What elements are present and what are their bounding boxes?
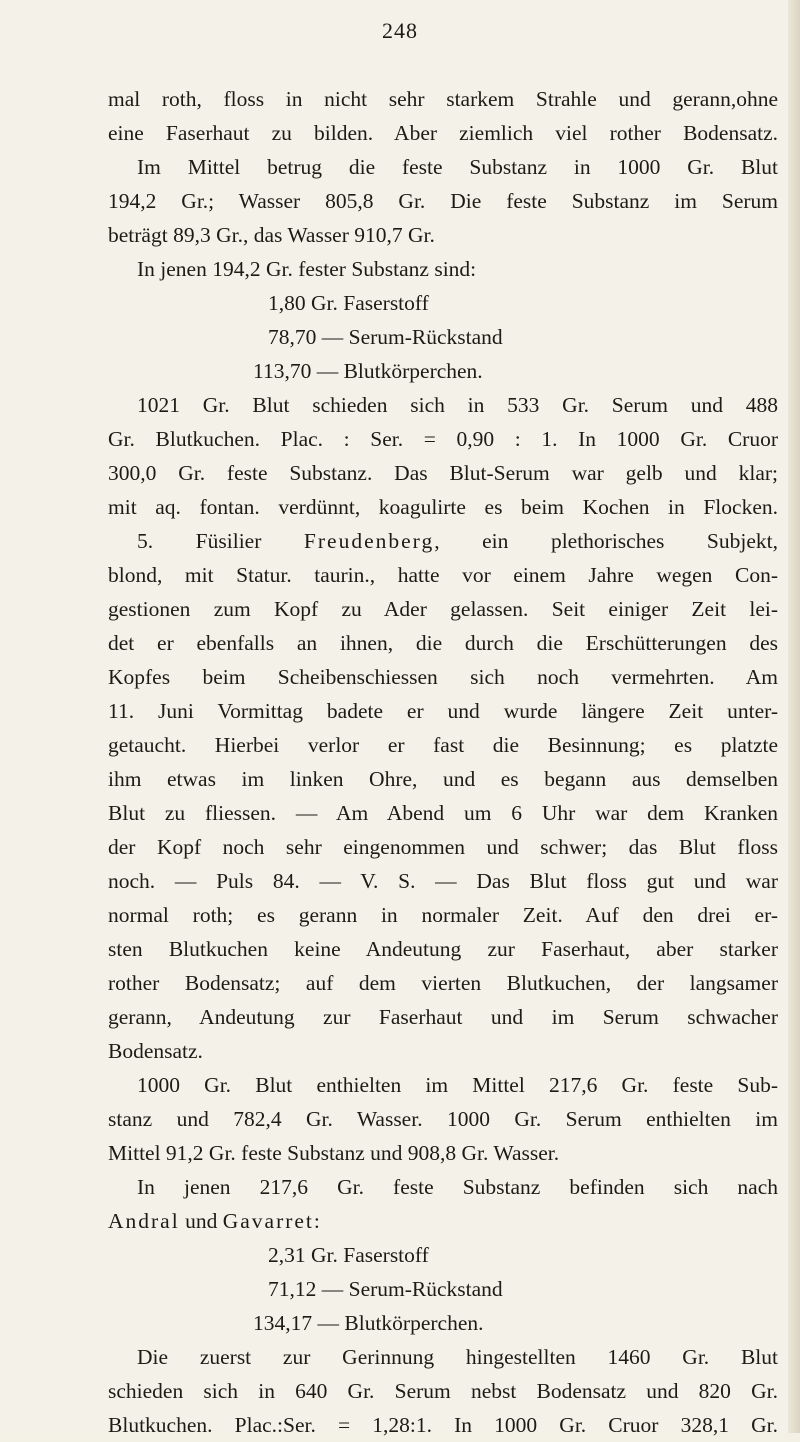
text-line: eine Faserhaut zu bilden. Aber ziemlich viel rother Bodensatz.: [108, 121, 778, 145]
text-line: mal roth, floss in nicht sehr starkem Strahle und gerann,ohne: [108, 87, 778, 111]
text-line: schieden sich in 640 Gr. Serum nebst Bodensatz und 820 Gr.: [108, 1379, 778, 1403]
text-line: blond, mit Statur. taurin., hatte vor einem Jahre wegen Con-: [108, 563, 778, 587]
table-row: 113,70 — Blutkörperchen.: [253, 359, 483, 383]
text-line: sten Blutkuchen keine Andeutung zur Faserhaut, aber starker: [108, 937, 778, 961]
text-line: 194,2 Gr.; Wasser 805,8 Gr. Die feste Substanz im Serum: [108, 189, 778, 213]
text-line: Die zuerst zur Gerinnung hingestellten 1460 Gr. Blut: [137, 1345, 778, 1369]
text-line: gestionen zum Kopf zu Ader gelassen. Seit einiger Zeit lei-: [108, 597, 778, 621]
text-line: stanz und 782,4 Gr. Wasser. 1000 Gr. Serum enthielten im: [108, 1107, 778, 1131]
text-line: Blut zu fliessen. — Am Abend um 6 Uhr war dem Kranken: [108, 801, 778, 825]
text-line: der Kopf noch sehr eingenommen und schwer; das Blut floss: [108, 835, 778, 859]
table-row: 134,17 — Blutkörperchen.: [253, 1311, 484, 1335]
case-suffix: , ein plethorisches Subjekt,: [434, 529, 778, 553]
author-andral: Andral: [108, 1209, 180, 1233]
table-row: 2,31 Gr. Faserstoff: [268, 1243, 429, 1267]
text-line: 11. Juni Vormittag badete er und wurde längere Zeit unter-: [108, 699, 778, 723]
body-text: [108, 82, 778, 1442]
text-line: 300,0 Gr. feste Substanz. Das Blut-Serum war gelb und klar;: [108, 461, 778, 485]
text-line: Bodensatz.: [108, 1039, 203, 1063]
text-line: Gr. Blutkuchen. Plac. : Ser. = 0,90 : 1. In 1000 Gr. Cruor: [108, 427, 778, 451]
text-line: mit aq. fontan. verdünnt, koagulirte es beim Kochen in Flocken.: [108, 495, 778, 519]
text-line: gerann, Andeutung zur Faserhaut und im Serum schwacher: [108, 1005, 778, 1029]
text-line: Mittel 91,2 Gr. feste Substanz und 908,8 Gr. Wasser.: [108, 1141, 560, 1165]
text-line: In jenen 194,2 Gr. fester Substanz sind:: [137, 257, 477, 281]
text-line: 1000 Gr. Blut enthielten im Mittel 217,6 Gr. feste Sub-: [137, 1073, 778, 1097]
text-line: In jenen 217,6 Gr. feste Substanz befinden sich nach: [137, 1175, 778, 1199]
text-line: Blutkuchen. Plac.:Ser. = 1,28:1. In 1000 Gr. Cruor 328,1 Gr.: [108, 1413, 778, 1437]
text-line: ihm etwas im linken Ohre, und es begann aus demselben: [108, 767, 778, 791]
text-line: Kopfes beim Scheibenschiessen sich noch vermehrten. Am: [108, 665, 778, 689]
page-number: 248: [382, 18, 418, 43]
page-edge-shadow: [788, 0, 800, 1433]
table-row: 78,70 — Serum-Rückstand: [268, 325, 503, 349]
table-row: 71,12 — Serum-Rückstand: [268, 1277, 503, 1301]
text-line: rother Bodensatz; auf dem vierten Blutkuchen, der langsamer: [108, 971, 778, 995]
text-line: noch. — Puls 84. — V. S. — Das Blut floss gut und war: [108, 869, 778, 893]
authors-line: [108, 1204, 778, 1238]
case-prefix: 5. Füsilier: [137, 529, 304, 553]
authors-conjunction: und: [179, 1209, 223, 1233]
text-line: 1021 Gr. Blut schieden sich in 533 Gr. Serum und 488: [137, 393, 778, 417]
patient-name: Freudenberg: [303, 529, 435, 553]
authors-colon: :: [313, 1209, 320, 1233]
case-heading-line: [108, 524, 778, 558]
text-line: normal roth; es gerann in normaler Zeit. Auf den drei er-: [108, 903, 778, 927]
text-line: Im Mittel betrug die feste Substanz in 1000 Gr. Blut: [137, 155, 778, 179]
text-line: getaucht. Hierbei verlor er fast die Besinnung; es platzte: [108, 733, 778, 757]
table-row: 1,80 Gr. Faserstoff: [268, 291, 429, 315]
text-line: beträgt 89,3 Gr., das Wasser 910,7 Gr.: [108, 223, 435, 247]
text-line: det er ebenfalls an ihnen, die durch die Erschütterungen des: [108, 631, 778, 655]
author-gavarret: Gavarret: [222, 1209, 314, 1233]
